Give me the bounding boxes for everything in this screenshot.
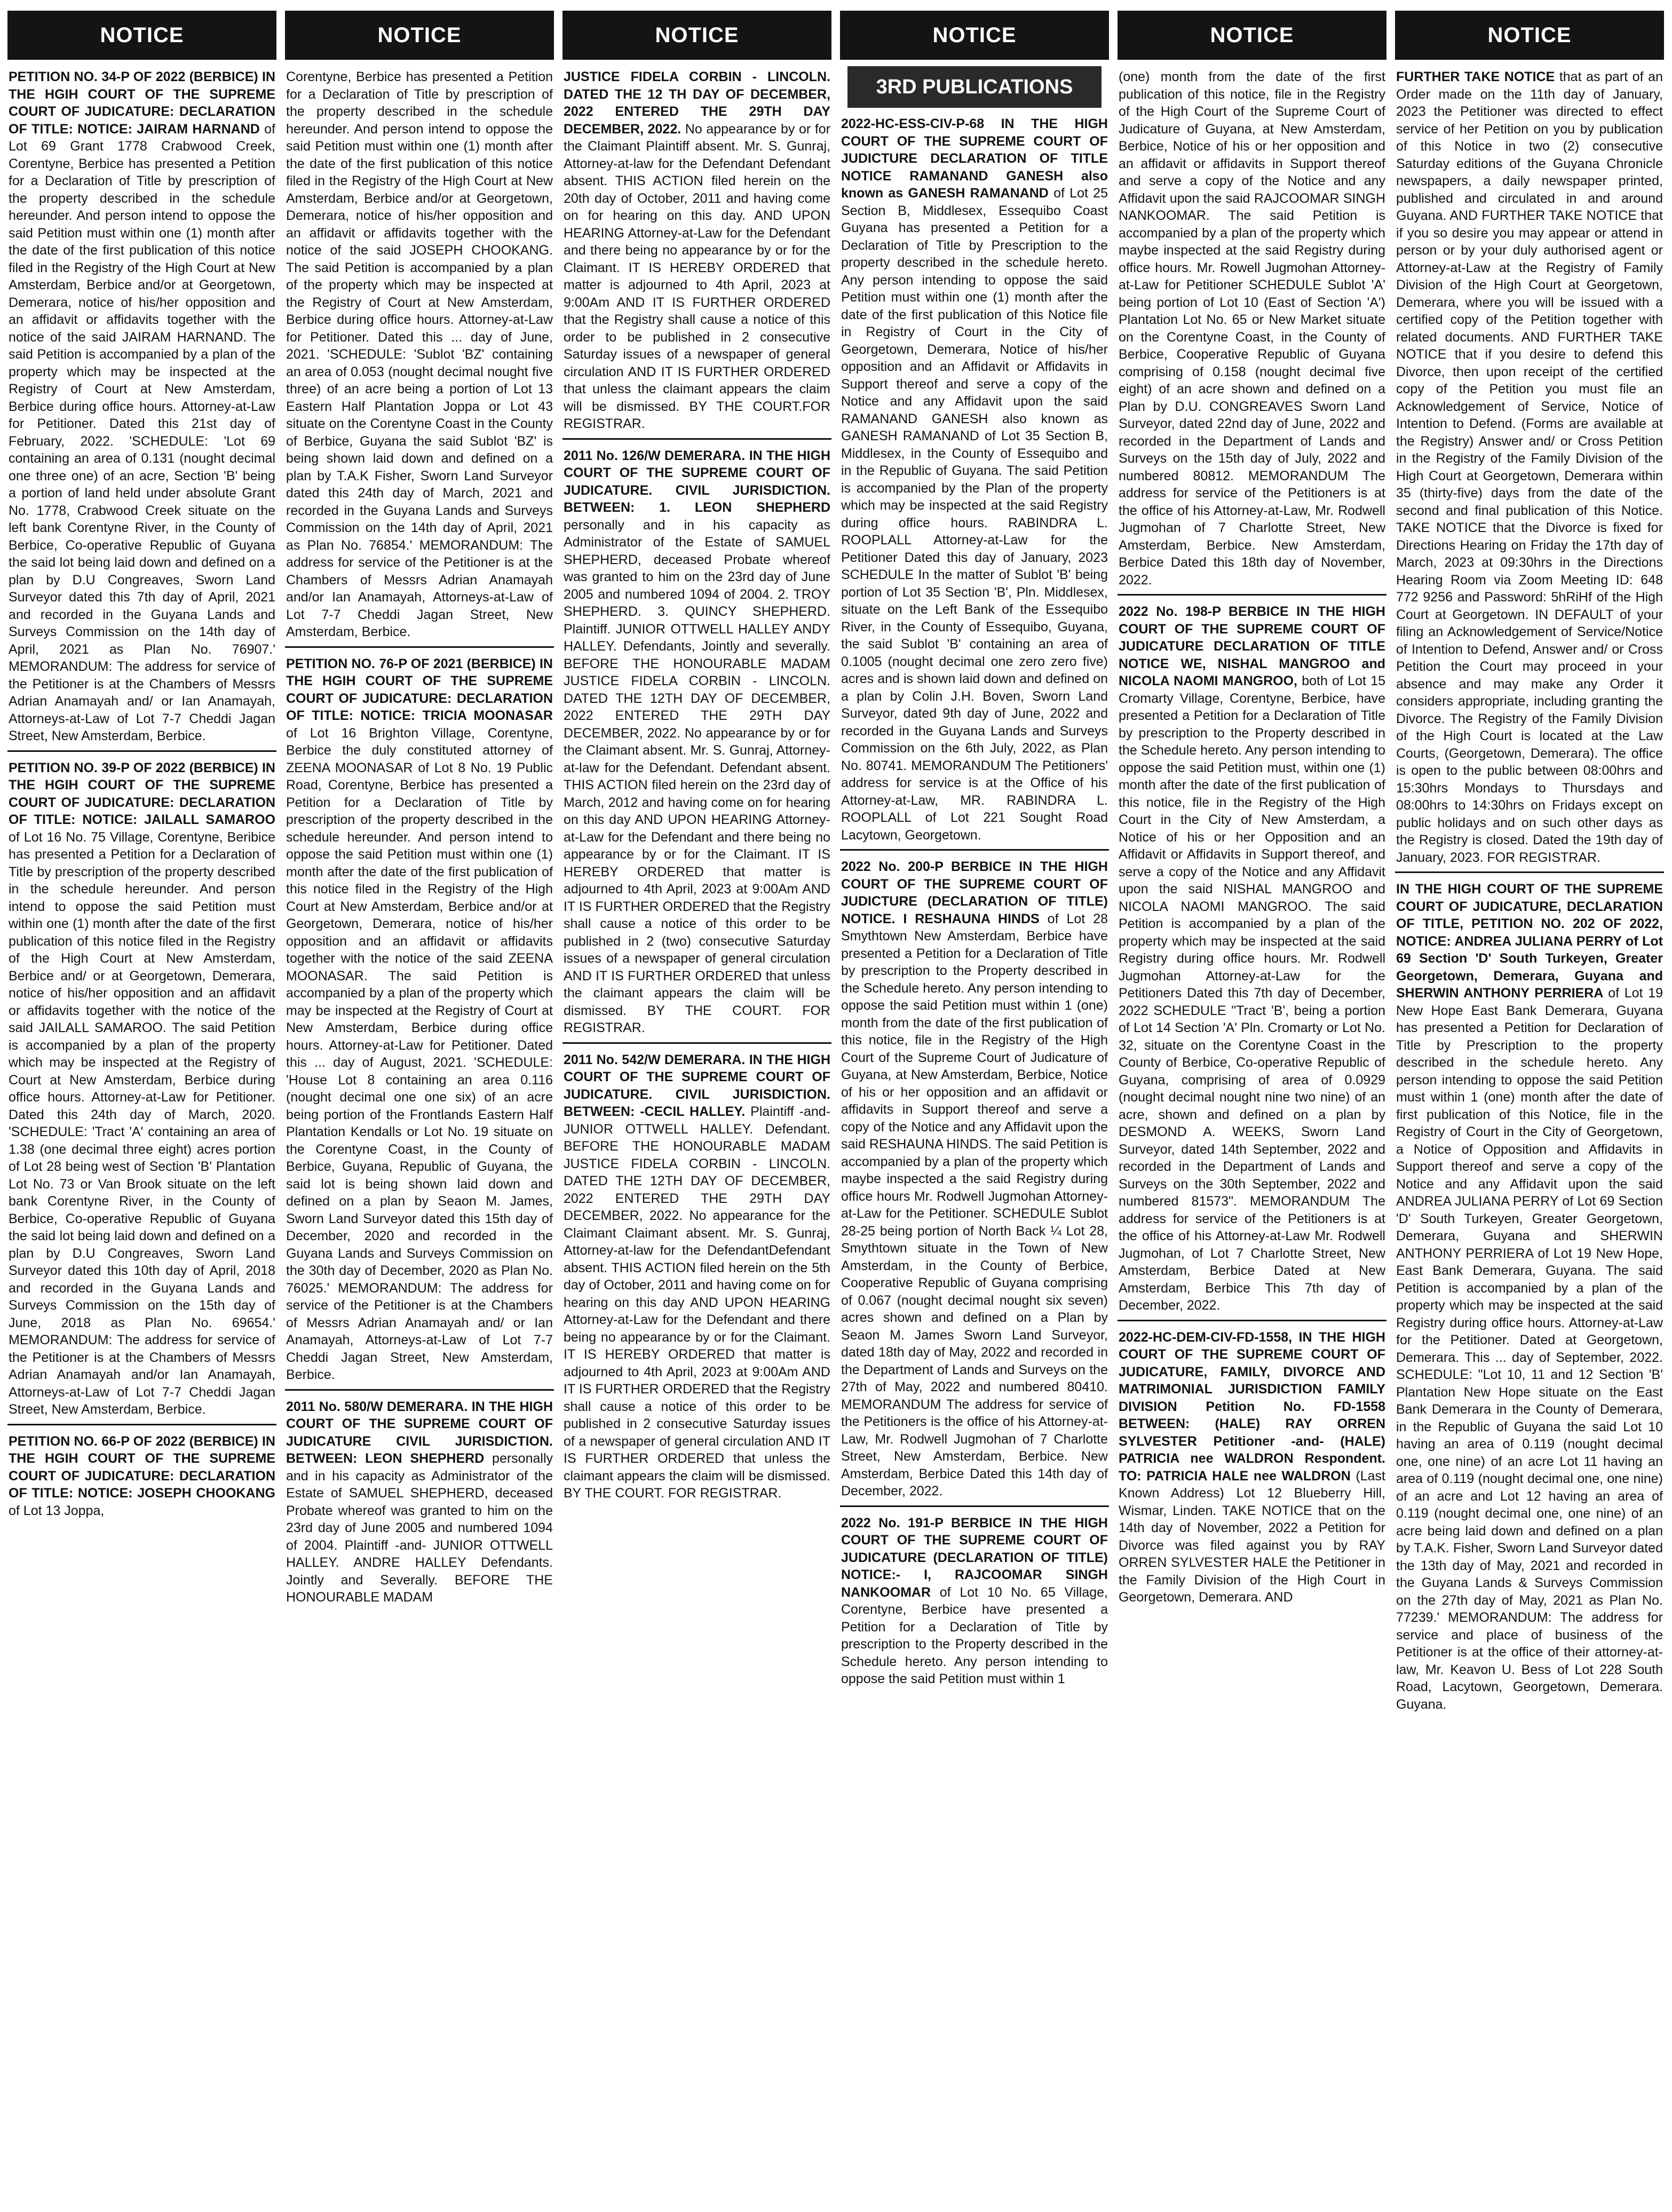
column-body: [7, 66, 276, 2207]
notice-block: [840, 1512, 1109, 1693]
notice-block: [285, 1396, 554, 1612]
notice-body: personally and in his capacity as Administrator of the Estate of SAMUEL SHEPHERD, deceased Probate whereof was granted to him on the 23rd day of June 2005 and numbered 1094 of 2004. 2. TROY SHEPHERD. 3. QUINCY SHEPHERD. Plaintiff. JUNIOR OTTWELL HALLEY ANDY HALLEY. Defendants, Jointly and severally. BEFORE THE HONOURABLE MADAM JUSTICE FIDELA CORBIN - LINCOLN. DATED THE 12TH DAY OF DECEMBER, 2022 ENTERED THE 29TH DAY DECEMBER, 2022. No appearance by or for the Claimant absent. Mr. S. Gunraj, Attorney-at-law for the Defendant. Defendant absent. THIS ACTION filed herein on the 23rd day of March, 2012 and having come on for hearing on this day AND UPON HEARING Attorney-at-Law for the Defendant and there being no appearance by or for the Claimant. IT IS HEREBY ORDERED that matter is adjourned to 4th April, 2023 at 9:00Am AND IT IS FURTHER ORDERED that the Registry shall cause a notice of this order to be published in 2 (two) consecutive Saturday issues of a newspaper of general circulation AND IT IS FURTHER ORDERED that unless the claimant appears the claim will be dismissed. BY THE COURT. FOR REGISTRAR.: [564, 517, 830, 1035]
notice-body: both of Lot 15 Cromarty Village, Corentyne, Berbice, have presented a Petition for a Declaration of Title by prescription to the Property described in the Schedule hereto. Any person intending to oppose the said Petition must, within one (1) month after the date of the first publication of this notice, file in the Registry of the High Court in the City of New Amsterdam, a Notice of his or her Opposition and an Affidavit or Affidavits in Support thereof, and serve a copy of the Notice and any Affidavit upon the said NISHAL MANGROO and NICOLA NAOMI MANGROO. The said Petition is accompanied by a plan of the property which may be inspected at the said Registry during office hours. Mr. Rodwell Jugmohan Attorney-at-Law for the Petitioners Dated this 7th day of December, 2022 SCHEDULE "Tract 'B', being a portion of Lot 14 Section 'A' Pln. Cromarty or Lot No. 32, situate on the Corentyne Coast in the County of Berbice, Co-operative Republic of Guyana, comprising of area of 0.0929 (nought decimal nought nine two nine) of an acre, shown and defined on a plan by DESMOND A. WEEKS, Sworn Land Surveyor, dated 14th September, 2022 and recorded in the Department of Lands and Surveys on the 30th September, 2022 and numbered 81573". MEMORANDUM The address for service of the Petitioners is at the office of his Attorney-at-Law Mr. Rodwell Jugmohan, of Lot 7 Charlotte Street, New Amsterdam, Berbice Dated at New Amsterdam, Berbice This 7th day of December, 2022.: [1119, 673, 1385, 1313]
notice-body: No appearance by or for the Claimant Plaintiff absent. Mr. S. Gunraj, Attorney-at-law for the Defendant Defendant absent. THIS ACTION filed herein on the 20th day of October, 2011 and having come on for hearing on this day. AND UPON HEARING Attorney-at-Law for the Defendant and there being no appearance by or for the Claimant. IT IS HEREBY ORDERED that matter is adjourned to 4th April, 2023 at 9:00Am AND IT IS FURTHER ORDERED that the Registry shall cause a notice of this order to be published in 2 consecutive Saturday issues of a newspaper of general circulation AND IT IS FURTHER ORDERED that unless the claimant appears the claim will be dismissed. BY THE COURT.FOR REGISTRAR.: [564, 121, 831, 431]
notice-heading: PETITION NO. 39-P OF 2022 (BERBICE) IN THE HGIH COURT OF THE SUPREME COURT OF JUDICATURE: DECLARATION OF TITLE: NOTICE: JAILALL SAMAROO: [9, 760, 275, 827]
notice-block: [562, 445, 831, 1044]
notice-body: of Lot 69 Grant 1778 Crabwood Creek, Corentyne, Berbice has presented a Petition for a Declaration of Title by prescription of the property described in the schedule hereunder. And person intend to oppose the said Petition must within one (1) month after the date of the first publication of this notice filed in the Registry of the High Court at New Amsterdam, Berbice and/or at Georgetown, Demerara, notice of his/her opposition and an affidavit or affidavits together with the notice of the said JAIRAM HARNAND. The said Petition is accompanied by a plan of the property which may be inspected at the Registry of Court at New Amsterdam, Berbice during office hours. Attorney-at-Law for Petitioner. Dated this 21st day of February, 2022. 'SCHEDULE: 'Lot 69 containing an area of 0.131 (nought decimal one three one) of an acre, Section 'B' being a portion of land held under absolute Grant No. 1778, Crabwood Creek situate on the left bank Corentyne River, in the County of Berbice, Co-operative Republic of Guyana the said lot being laid down and defined on a plan by D.U Congreaves, Sworn Land Surveyor dated this 7th day of April, 2021 and recorded in the Guyana Lands and Surveys Commission on the 14th day of April, 2021 as Plan No. 76907.' MEMORANDUM: The address for service of the Petitioner is at the Chambers of Messrs Adrian Anamayah and/ or Ian Anamayah, Attorneys-at-Law of Lot 7-7 Cheddi Jagan Street, New Amsterdam, Berbice.: [9, 121, 275, 743]
notice-heading: 2022 No. 200-P BERBICE IN THE HIGH COURT OF THE SUPREME COURT OF JUDICTURE (DECLARATION OF TITLE) NOTICE. I RESHAUNA HINDS: [841, 859, 1108, 926]
column-header: NOTICE: [1118, 11, 1386, 60]
column-header: NOTICE: [562, 11, 831, 60]
notice-heading: JUSTICE FIDELA CORBIN - LINCOLN. DATED THE 12 TH DAY OF DECEMBER, 2022 ENTERED THE 29TH DAY DECEMBER, 2022.: [564, 69, 830, 137]
column-body: [840, 113, 1109, 2207]
column-1: [7, 11, 276, 2207]
notice-body: of Lot 16 Brighton Village, Corentyne, Berbice the duly constituted attorney of ZEENA MOONASAR of Lot 8 No. 19 Public Road, Corentyne, Berbice has presented a Petition for a Declaration of Title by prescription of the property described in the schedule hereunder. And person intend to oppose the said Petition must within one (1) month after the date of the first publication of this notice filed in the Registry of the High Court at New Amsterdam, Berbice and/or at Georgetown, Demerara, notice of his/her opposition and an affidavit or affidavits together with the notice of the said ZEENA MOONASAR. The said Petition is accompanied by a plan of the property which may be inspected at the Registry of Court at New Amsterdam, Berbice during office hours. Attorney-at-Law for Petitioner. Dated this ... day of August, 2021. 'SCHEDULE: 'House Lot 8 containing an area 0.116 (nought decimal one one six) of an acre being portion of the Frontlands Eastern Half Plantation Kendalls or Lot No. 19 situate on the Corentyne Coast, in the County of Berbice, Guyana, Republic of Guyana, the said lot is being shown laid down and defined on a plan by Seaon M. James, Sworn Land Surveyor dated this 15th day of December, 2020 and recorded in the Guyana Lands and Surveys Commission on the 30th day of December, 2020 as Plan No. 76025.' MEMORANDUM: The address for service of the Petitioner is at the Chambers of Messrs Adrian Anamayah and/ or Ian Anamayah, Attorneys-at-Law of Lot 7-7 Cheddi Jagan Street, New Amsterdam, Berbice.: [286, 725, 553, 1382]
notice-block: [840, 856, 1109, 1507]
notice-body: of Lot 19 New Hope East Bank Demerara, Guyana has presented a Petition for Declaration of Title by Prescription to the property described in the schedule hereto. Any person intending to oppose the said Petition must within 1 (one) month after the date of first publication of this Notice, file in the Registry of Court in the City of Georgetown, a Notice of Opposition and Affidavits in Support thereof and serve a copy of the Notice and any Affidavit upon the said ANDREA JULIANA PERRY of Lot 69 Section 'D' South Turkeyen, Greater Georgetown, Demerara, Guyana and SHERWIN ANTHONY PERRIERA of Lot 19 New Hope, East Bank Demerara, Guyana. The said Petition is accompanied by a plan of the property which may be inspected at the said Registry during office hours. Attorney-at-Law for the Petitioner. Dated at Georgetown, Demerara. This ... day of September, 2022. SCHEDULE: "Lot 10, 11 and 12 Section 'B' Plantation New Hope situate on the East Bank Demerara in the County of Demerara, in the Republic of Guyana the said Lot 10 having an area of 0.119 (nought decimal one, one nine) of an acre Lot 11 having an area of 0.119 (nought decimal one, one nine) of an acre and Lot 12 having an area of 0.119 (nought decimal one, one nine) of an acre being laid down and defined on a plan by T.A.K. Fisher, Sworn Land Surveyor dated the 13th day of May, 2021 and recorded in the Guyana Lands & Surveys Commission on the 27th day of May, 2021 as Plan No. 77239.' MEMORANDUM: The address for service and place of business of the Petitioner is at the office of their attorney-at-law, Mr. Keavon U. Bess of Lot 228 South Road, Lacytown, Georgetown, Demerara. Guyana.: [1396, 986, 1663, 1712]
notice-body: of Lot 16 No. 75 Village, Corentyne, Beribice has presented a Petition for a Declaration of Title by prescription of the property described in the schedule hereunder. And person intend to oppose the said Petition must within one (1) month after the date of the first publication of this notice filed in the Registry of the High Court at New Amsterdam, Berbice and/ or at Georgetown, Demerara, notice of his/her opposition and an affidavit or affidavits together with the notice of the said JAILALL SAMAROO. The said Petition is accompanied by a plan of the property which may be inspected at the Registry of Court at New Amsterdam, Berbice during office hours. Attorney-at-Law for Petitioner. Dated this 24th day of March, 2020. 'SCHEDULE: 'Tract 'A' containing an area of 1.38 (one decimal three eight) acres portion of Lot 28 being west of Section 'B' Plantation Lot No. 73 or Van Brook situate on the left bank Corentyne River, in the County of Berbice, Co-operative Republic of Guyana the said lot being laid down and defined on a plan by D.U Congreaves, Sworn Land Surveyor dated this 10th day of April, 2018 and recorded in the Guyana Lands and Surveys Commission on the 15th day of June, 2018 as Plan No. 69654.' MEMORANDUM: The address for service of the Petitioner is at the Chambers of Messrs Adrian Anamayah and/or Ian Anamayah, Attorneys-at-Law of Lot 7-7 Cheddi Jagan Street, New Amsterdam, Berbice.: [9, 829, 275, 1417]
notice-block: [7, 757, 276, 1425]
notice-block: [1395, 66, 1664, 873]
notice-heading: PETITION NO. 66-P OF 2022 (BERBICE) IN THE HGIH COURT OF THE SUPREME COURT OF JUDICATURE: DECLARATION OF TITLE: NOTICE: JOSEPH CHOOKANG: [9, 1433, 275, 1501]
third-publications-banner: 3RD PUBLICATIONS: [847, 66, 1102, 108]
notice-heading: 2011 No. 126/W DEMERARA. IN THE HIGH COURT OF THE SUPREME COURT OF JUDICATURE. CIVIL JURISDICTION. BETWEEN: 1. LEON SHEPHERD: [564, 448, 830, 515]
notice-heading: PETITION NO. 76-P OF 2021 (BERBICE) IN THE HGIH COURT OF THE SUPREME COURT OF JUDICATURE: DECLARATION OF TITLE: NOTICE: TRICIA MOONASAR: [286, 656, 553, 723]
notice-block: [7, 1431, 276, 1525]
notice-heading: IN THE HIGH COURT OF THE SUPREME COURT OF JUDICATURE, DECLARATION OF TITLE, PETITION NO. 202 OF 2022, NOTICE: ANDREA JULIANA PERRY of Lot 69 Section 'D' South Turkeyen, Greater Georgetown, Demerara, Guyana and SHERWIN ANTHONY PERRIERA: [1396, 882, 1663, 1001]
column-header: NOTICE: [7, 11, 276, 60]
notice-block: [562, 1049, 831, 1508]
notice-body: of Lot 25 Section B, Middlesex, Essequibo Coast Guyana has presented a Petition for a Declaration of Title by Prescription to the property described in the schedule hereto. Any person intending to oppose the said Petition must within one (1) month after the date of the first publication of this Notice file in Registry of Court in the City of Georgetown, Demerara, Notice of his/her opposition and an Affidavit or Affidavits in Support thereof and serve a copy of the Notice and any Affidavit upon the said RAMANAND GANESH also known as GANESH RAMANAND of Lot 35 Section B, Middlesex, in the County of Essequibo and in the Republic of Guyana. The said Petition is accompanied by the Plan of the property which may be inspected at the said Registry during office hours. RABINDRA L. ROOPLALL Attorney-at-Law for the Petitioner Dated this day of January, 2023 SCHEDULE In the matter of Sublot 'B' being portion of Lot 35 Section 'B', Pln. Middlesex, situate on the Left Bank of the Essequibo River, in the County of Essequibo, Guyana, the said Sublot 'B' containing an area of 0.1005 (nought decimal one zero zero five) acres and is shown laid down and defined on a plan by Colin J.H. Boven, Sworn Land Surveyor, dated 9th day of June, 2022 and recorded in the Guyana Lands and Surveys Commission on the 6th July, 2022, as Plan No. 80741. MEMORANDUM The Petitioners' address for service is at the Office of his Attorney-at-Law, MR. RABINDRA L. ROOPLALL of Lot 221 Sought Road Lacytown, Georgetown.: [841, 186, 1108, 843]
column-header: NOTICE: [285, 11, 554, 60]
notice-heading: 2022 No. 191-P BERBICE IN THE HIGH COURT OF THE SUPREME COURT OF JUDICATURE (DECLARATION OF TITLE) NOTICE:- I, RAJCOOMAR SINGH NANKOOMAR: [841, 1515, 1108, 1600]
column-header: NOTICE: [1395, 11, 1664, 60]
notice-block: [1395, 878, 1664, 1718]
notice-block: [7, 66, 276, 752]
notice-block: [562, 66, 831, 440]
column-header: NOTICE: [840, 11, 1109, 60]
notice-block: [285, 653, 554, 1391]
notice-heading: 2022-HC-DEM-CIV-FD-1558, IN THE HIGH COURT OF THE SUPREME COURT OF JUDICATURE, FAMILY, DIVORCE AND MATRIMONIAL JURISDICTION FAMILY DIVISION Petition No. FD-1558 BETWEEN: (HALE) RAY ORREN SYLVESTER Petitioner -and- (HALE) PATRICIA nee WALDRON Respondent. TO: PATRICIA HALE nee WALDRON: [1119, 1329, 1385, 1484]
column-body: [285, 66, 554, 2207]
notice-body: of Lot 13 Joppa,: [9, 1503, 105, 1518]
notice-block: [840, 113, 1109, 851]
notice-heading: 2011 No. 542/W DEMERARA. IN THE HIGH COURT OF THE SUPREME COURT OF JUDICATURE. CIVIL JURISDICTION. BETWEEN: -CECIL HALLEY.: [564, 1052, 830, 1119]
notice-body: of Lot 10 No. 65 Village, Corentyne, Berbice have presented a Petition for a Declaration of Title by prescription to the Property described in the Schedule hereto. Any person intending to oppose the said Petition must within 1: [841, 1584, 1108, 1686]
notice-block: [1118, 66, 1386, 596]
notice-body: Plaintiff -and- JUNIOR OTTWELL HALLEY. Defendant. BEFORE THE HONOURABLE MADAM JUSTICE FIDELA CORBIN - LINCOLN. DATED THE 12TH DAY OF DECEMBER, 2022 ENTERED THE 29TH DAY DECEMBER, 2022. No appearance for the Claimant Claimant absent. Mr. S. Gunraj, Attorney-at-law for the DefendantDefendant absent. THIS ACTION filed herein on the 5th day of October, 2011 and having come on for hearing on this day AND UPON HEARING Attorney-at-Law for the Defendant and there being no appearance by or for the Claimant. IT IS HEREBY ORDERED that matter is adjourned to 4th April, 2023 at 9:00Am AND IT IS FURTHER ORDERED that the Registry shall cause a notice of this order to be published in 2 consecutive Saturday issues of a newspaper of general circulation AND IT IS FURTHER ORDERED that unless the claimant appears the claim will be dismissed. BY THE COURT. FOR REGISTRAR.: [564, 1104, 830, 1501]
notice-body: (one) month from the date of the first publication of this notice, file in the Registry of the High Court of the Supreme Court of Judicature of Guyana, at New Amsterdam, Berbice, Notice of his or her opposition and an affidavit or affidavits in Support thereof and serve a copy of the Notice and any Affidavit upon the said RAJCOOMAR SINGH NANKOOMAR. The said Petition is accompanied by a plan of the property which maybe inspected at the said Registry during office hours. Mr. Rowell Jugmohan Attorney-at-Law for Petitioner SCHEDULE Sublot 'A' being portion of Lot 10 (East of Section 'A') Plantation Lot No. 65 or New Market situate on the Corentyne Coast, in the County of Berbice, Cooperative Republic of Guyana comprising of 0.158 (nought decimal five eight) of an acre shown and defined on a Plan by D.U. CONGREAVES Sworn Land Surveyor, dated 22nd day of June, 2022 and recorded in the Department of Lands and Surveys on the 15th day of July, 2022 and numbered 80812. MEMORANDUM The address for service of the Petitioners is at the office of his Attorney-at-Law, Mr. Rodwell Jugmohan of 7 Charlotte Street, New Amsterdam, Berbice. New Amsterdam, Berbice Dated this 18th day of November, 2022.: [1119, 69, 1385, 588]
column-6: [1395, 11, 1664, 2207]
notice-block: [1118, 601, 1386, 1321]
notice-body: (Last Known Address) Lot 12 Blueberry Hill, Wismar, Linden. TAKE NOTICE that on the 14th day of November, 2022 a Petition for Divorce was filed against you by RAY ORREN SYLVESTER HALE the Petitioner in the Family Division of the High Court in Georgetown, Demerara. AND: [1119, 1468, 1385, 1605]
column-4: [840, 11, 1109, 2207]
notice-body: that as part of an Order made on the 11th day of January, 2023 the Petitioner was directed to effect service of her Petition on you by publication of this Notice in two (2) consecutive Saturday editions of the Guyana Chronicle newspapers, a daily newspaper printed, published and circulated in and around Guyana. AND FURTHER TAKE NOTICE that if you so desire you may appear or attend in person or by your duly authorised agent or Attorney-at-Law at the Registry of Family Division of the High Court at Georgetown, Demerara, where you will be issued with a certified copy of the Petition together with related documents. AND FURTHER TAKE NOTICE that if you desire to defend this Divorce, then upon receipt of the certified copy of the Petition you must file an Acknowledgement of Service, Notice of Intention to Defend. (Forms are available at the Registry) Answer and/ or Cross Petition in the Registry of the Family Division of the High Court at Georgetown, Demerara within 35 (thirty-five) days from the date of the second and final publication of this Notice. TAKE NOTICE that the Divorce is fixed for Directions Hearing on Friday the 17th day of March, 2023 at 09:30hrs in the Directions Hearing Room via Zoom Meeting ID: 648 772 9256 and Password: 5hRiHf of the High Court at Georgetown. IN DEFAULT of your filing an Acknowledgement of Service/Notice of Intention to Defend, Answer and/ or Cross Petition the Court may proceed in your absence and may make any Order it considers appropriate, including granting the Divorce. The Registry of the Family Division of the High Court is located at the Law Courts, (Georgetown, Demerara). The office is open to the public between 08:00hrs and 15:30hrs Mondays to Thursdays and 08:00hrs to 14:30hrs on Fridays except on public holidays and on such other days as the Registry is closed. Dated the 19th day of January, 2023. FOR REGISTRAR.: [1396, 69, 1663, 865]
notice-body: Corentyne, Berbice has presented a Petition for a Declaration of Title by prescription of the property described in the schedule hereunder. And person intend to oppose the said Petition must within one (1) month after the date of the first publication of this notice filed in the Registry of the High Court at New Amsterdam, Berbice and/or at Georgetown, Demerara, notice of his/her opposition and an affidavit or affidavits together with the notice of the said JOSEPH CHOOKANG. The said Petition is accompanied by a plan of the property which may be inspected at the Registry of Court at New Amsterdam, Berbice during office hours. Attorney-at-Law for Petitioner. Dated this ... day of June, 2021. 'SCHEDULE: 'Sublot 'BZ' containing an area of 0.053 (nought decimal nought five three) of an acre being a portion of Lot 13 Eastern Half Plantation Joppa or Lot 43 situate on the Corentyne Coast in the County of Berbice, Guyana the said Sublot 'BZ' is being shown laid down and defined on a plan by T.A.K Fisher, Sworn Land Surveyor dated this 24th day of March, 2021 and recorded in the Guyana Lands and Surveys Commission on the 14th day of April, 2021 as Plan No. 76854.' MEMORANDUM: The address for service of the Petitioner is at the Chambers of Messrs Adrian Anamayah and/or Ian Anamayah, Attorneys-at-Law of Lot 7-7 Cheddi Jagan Street, New Amsterdam, Berbice.: [286, 69, 553, 639]
notice-heading: 2022-HC-ESS-CIV-P-68 IN THE HIGH COURT OF THE SUPREME COURT OF JUDICTURE DECLARATION OF TITLE NOTICE RAMANAND GANESH also known as GANESH RAMANAND: [841, 116, 1108, 201]
column-body: [1118, 66, 1386, 2207]
column-2: [285, 11, 554, 2207]
column-3: [562, 11, 831, 2207]
notice-body: of Lot 28 Smythtown New Amsterdam, Berbice have presented a Petition for a Declaration of Title by prescription to the Property described in the Schedule hereto. Any person intending to oppose the said Petition must within 1 (one) month from the date of the first publication of this notice, file in the Registry of the High Court of the Supreme Court of Judicature of Guyana, at New Amsterdam, Berbice, Notice of his or her opposition and an affidavit or affidavits in Support thereof and serve a copy of the Notice and any Affidavit upon the said RESHAUNA HINDS. The said Petition is accompanied by a plan of the property which maybe inspected a the said Registry during office hours Mr. Rodwell Jugmohan Attorney-at-Law for the Petitioner. SCHEDULE Sublot 28-25 being portion of North Back ¼ Lot 28, Smythtown situate in the Town of New Amsterdam, in the County of Berbice, Cooperative Republic of Guyana comprising of 0.067 (nought decimal nought six seven) acres shown and defined on a Plan by Seaon M. James Sworn Land Surveyor, dated 18th day of May, 2022 and recorded in the Department of Lands and Surveys on the 27th of May, 2022 and numbered 80410. MEMORANDUM The address for service of the Petitioners is the office of his Attorney-at-Law, Mr. Rodwell Jugmohan of 7 Charlotte Street, New Amsterdam, Berbice. New Amsterdam, Berbice Dated this 14th day of December, 2022.: [841, 911, 1108, 1499]
notice-heading: 2011 No. 580/W DEMERARA. IN THE HIGH COURT OF THE SUPREME COURT OF JUDICATURE CIVIL JURISDICTION. BETWEEN: LEON SHEPHERD: [286, 1399, 553, 1466]
notice-body: personally and in his capacity as Administrator of the Estate of SAMUEL SHEPHERD, deceased Probate whereof was granted to him on the 23rd day of June 2005 and numbered 1094 of 2004. Plaintiff -and- JUNIOR OTTWELL HALLEY. ANDRE HALLEY Defendants. Jointly and Severally. BEFORE THE HONOURABLE MADAM: [286, 1451, 553, 1605]
notice-heading: 2022 No. 198-P BERBICE IN THE HIGH COURT OF THE SUPREME COURT OF JUDICATURE DECLARATION OF TITLE NOTICE WE, NISHAL MANGROO and NICOLA NAOMI MANGROO,: [1119, 604, 1385, 688]
column-body: [1395, 66, 1664, 2207]
column-5: [1118, 11, 1386, 2207]
notice-block: [1118, 1327, 1386, 1612]
notice-heading: PETITION NO. 34-P OF 2022 (BERBICE) IN THE HGIH COURT OF THE SUPREME COURT OF JUDICATURE: DECLARATION OF TITLE: NOTICE: JAIRAM HARNAND: [9, 69, 275, 137]
notice-heading: FURTHER TAKE NOTICE: [1396, 69, 1559, 84]
column-body: [562, 66, 831, 2207]
notice-block: [285, 66, 554, 648]
